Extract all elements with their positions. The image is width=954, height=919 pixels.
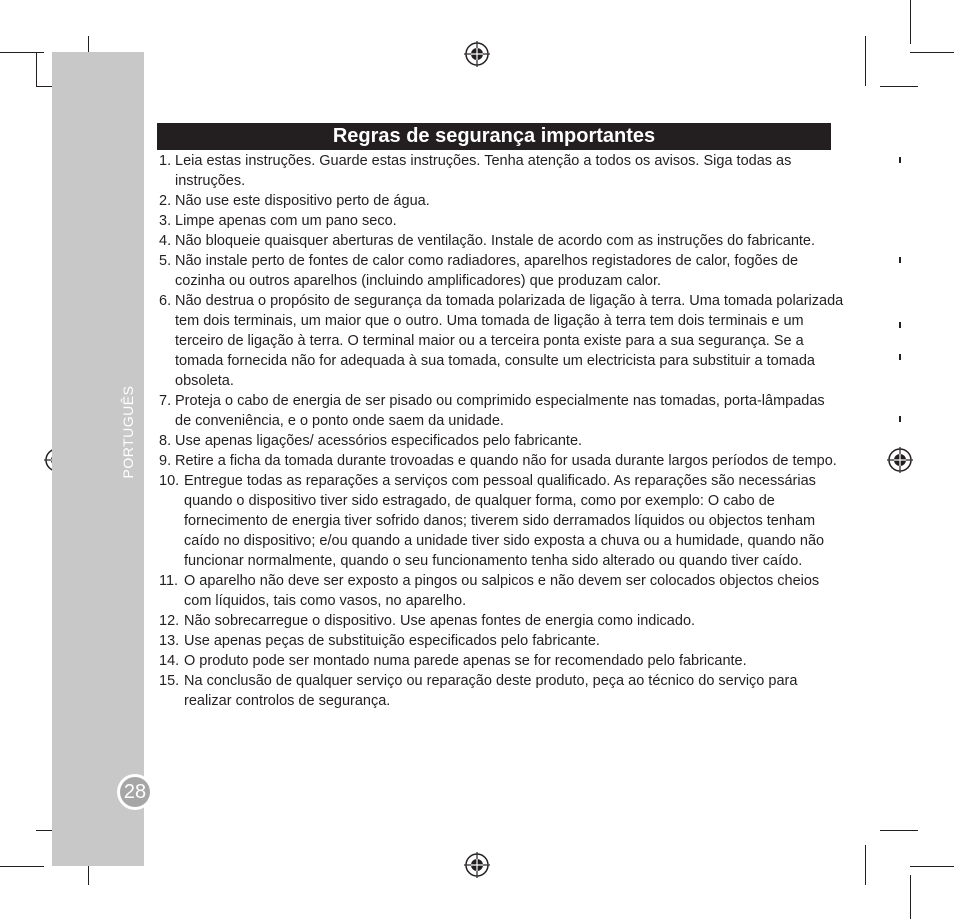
page-number-badge	[117, 774, 153, 810]
list-item	[159, 211, 844, 231]
crop-mark	[0, 52, 44, 53]
list-item	[159, 671, 844, 711]
list-item	[159, 251, 844, 291]
list-item	[159, 431, 844, 451]
list-item	[159, 191, 844, 211]
item-text: Proteja o cabo de energia de ser pisado ou comprimido especialmente nas tomadas, porta-lâmpadas de conveniência, e o ponto onde saem da unidade.	[175, 393, 825, 429]
crop-mark	[880, 830, 918, 831]
item-number: 11.	[159, 573, 179, 589]
item-text: Não sobrecarregue o dispositivo. Use apenas fontes de energia como indicado.	[184, 613, 696, 629]
item-number: 3.	[159, 213, 172, 229]
bleed-fragment	[899, 354, 911, 360]
item-number: 4.	[159, 233, 172, 249]
item-number: 2.	[159, 193, 172, 209]
crop-mark	[36, 52, 37, 86]
safety-rules-list	[159, 151, 844, 711]
item-text: O produto pode ser montado numa parede apenas se for recomendado pelo fabricante.	[184, 653, 747, 669]
item-number: 12.	[159, 613, 180, 629]
item-number: 8.	[159, 433, 172, 449]
item-number: 6.	[159, 293, 172, 309]
registration-mark-icon	[464, 41, 490, 67]
list-item	[159, 471, 844, 571]
item-text: Não destrua o propósito de segurança da tomada polarizada de ligação à terra. Uma tomada polarizada tem dois terminais, um maior que o outro. Uma tomada de ligação à terra tem dois terminais e um terceiro de ligação à terra. O terminal maior ou a terceira ponta existe para a sua segurança. Se a tomada fornecida não for adequada à sua tomada, consulte um electricista para substituir a tomada obsoleta.	[175, 293, 844, 389]
item-number: 5.	[159, 253, 172, 269]
item-text: Retire a ficha da tomada durante trovoadas e quando não for usada durante largos períodos de tempo.	[175, 453, 837, 469]
list-item	[159, 571, 844, 611]
list-item	[159, 151, 844, 191]
crop-mark	[865, 845, 866, 885]
crop-mark	[0, 866, 44, 867]
bleed-fragment	[899, 416, 911, 422]
list-item	[159, 291, 844, 391]
item-number: 9.	[159, 453, 172, 469]
list-item	[159, 631, 844, 651]
list-item	[159, 391, 844, 431]
item-text: Entregue todas as reparações a serviços com pessoal qualificado. As reparações são necessárias quando o dispositivo tiver sido estragado, de qualquer forma, como por exemplo: O cabo de fornecimento de energia tiver sofrido danos; tiverem sido derramados líquidos ou objectos tenham caído no dispositivo; e/ou quando a unidade tiver sido exposta a chuva ou a humidade, quando não funcionar normalmente, quando o seu funcionamento tenha sido alterado ou quando tiver caído.	[184, 473, 825, 569]
crop-mark	[910, 52, 954, 53]
registration-mark-icon	[464, 852, 490, 878]
crop-mark	[910, 866, 954, 867]
item-text: Na conclusão de qualquer serviço ou reparação deste produto, peça ao técnico do serviço para realizar controlos de segurança.	[184, 673, 798, 709]
page-title: Regras de segurança importantes	[157, 123, 831, 150]
bleed-fragment	[899, 157, 911, 163]
item-number: 13.	[159, 633, 180, 649]
item-text: Não bloqueie quaisquer aberturas de ventilação. Instale de acordo com as instruções do fabricante.	[175, 233, 816, 249]
list-item	[159, 231, 844, 251]
crop-mark	[910, 875, 911, 919]
list-item	[159, 611, 844, 631]
item-text: Leia estas instruções. Guarde estas instruções. Tenha atenção a todos os avisos. Siga todas as instruções.	[175, 153, 792, 189]
page-number: 28	[120, 777, 150, 807]
registration-mark-icon	[887, 447, 913, 473]
item-number: 7.	[159, 393, 172, 409]
item-number: 14.	[159, 653, 180, 669]
crop-mark	[910, 0, 911, 44]
list-item	[159, 451, 844, 471]
item-number: 1.	[159, 153, 172, 169]
bleed-fragment	[899, 257, 911, 263]
item-text: Limpe apenas com um pano seco.	[175, 213, 397, 229]
item-text: O aparelho não deve ser exposto a pingos ou salpicos e não devem ser colocados objectos cheios com líquidos, tais como vasos, no aparelho.	[184, 573, 820, 609]
crop-mark	[880, 86, 918, 87]
language-label: PORTUGUÊS	[120, 385, 136, 479]
item-text: Use apenas ligações/ acessórios especificados pelo fabricante.	[175, 433, 583, 449]
item-text: Use apenas peças de substituição especificados pelo fabricante.	[184, 633, 600, 649]
item-number: 15.	[159, 673, 180, 689]
list-item	[159, 651, 844, 671]
item-text: Não use este dispositivo perto de água.	[175, 193, 430, 209]
item-text: Não instale perto de fontes de calor como radiadores, aparelhos registadores de calor, fogões de cozinha ou outros aparelhos (incluindo amplificadores) que produzam calor.	[175, 253, 799, 289]
item-number: 10.	[159, 473, 180, 489]
bleed-fragment	[899, 322, 911, 328]
crop-mark	[865, 36, 866, 86]
